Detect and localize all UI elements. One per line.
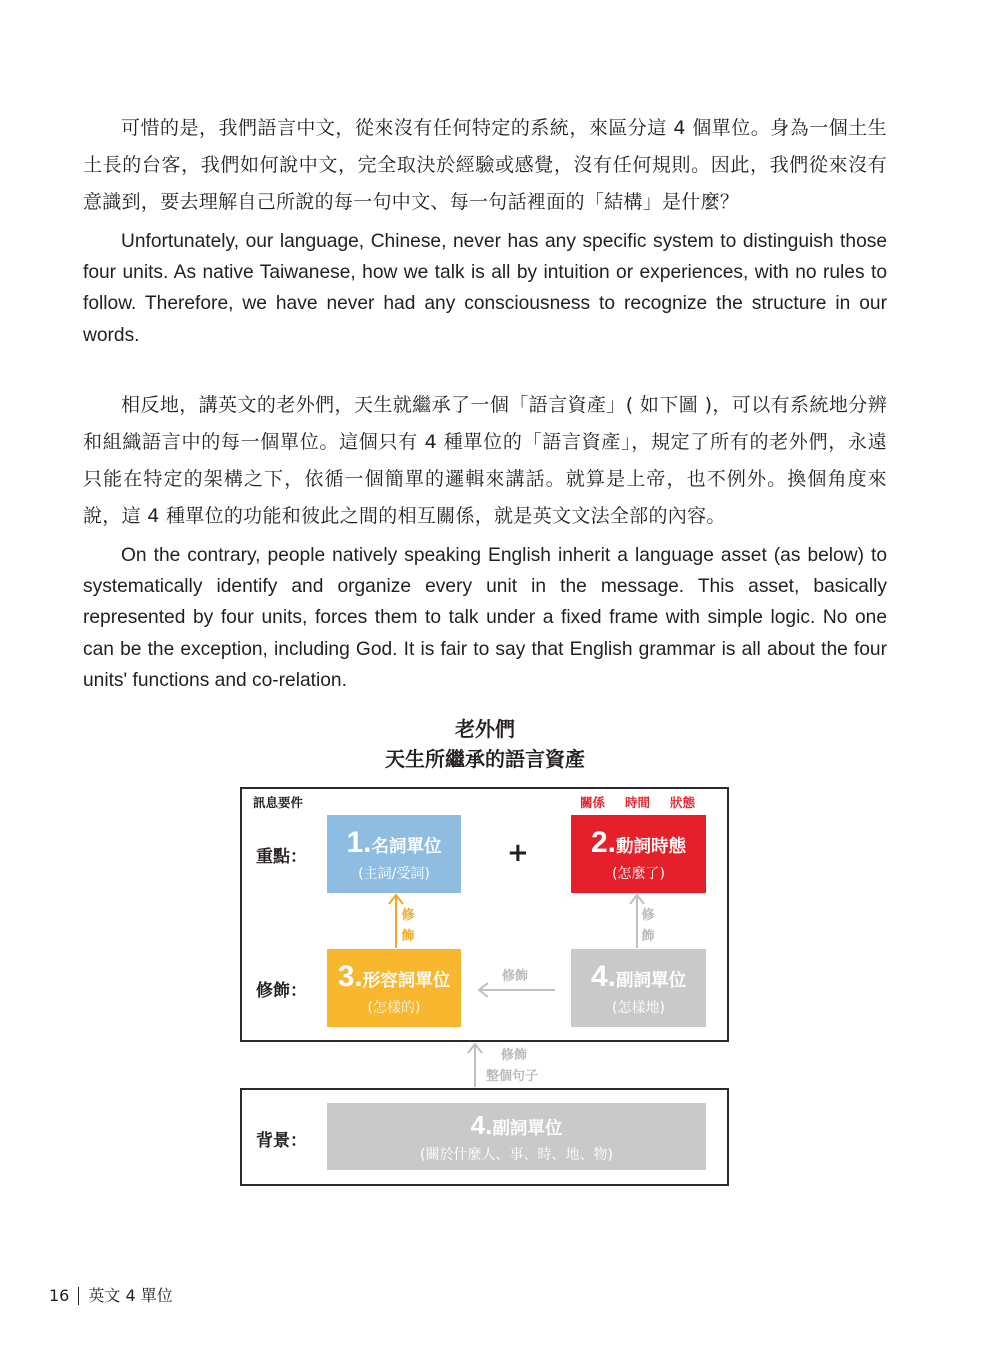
adverb-unit-name: 副詞單位 [616,970,687,991]
diagram-title-line1: 老外們 [455,717,515,741]
modify-char-2: 飾 [401,929,415,944]
page-footer [49,1285,173,1307]
sentence-adverb-name: 副詞單位 [492,1118,563,1139]
verb-unit-name: 動詞時態 [616,836,687,857]
label-relation: 關係 [580,795,606,810]
adverb-unit-sub: (怎樣地) [612,999,665,1016]
adjective-unit-sub: (怎樣的) [367,999,421,1016]
plus-sign: + [507,838,529,868]
modify-label-adjective: 修飾 [502,969,529,984]
sentence-adverb-sub: (關於什麼人、事、時、地、物) [420,1146,613,1163]
modify-char-1: 修 [641,908,655,923]
sentence-adverb-unit-box [327,1103,706,1170]
sentence-adverb-number: 4. [470,1109,493,1140]
noun-unit-name: 名詞單位 [371,836,442,857]
verb-unit-number: 2. [590,825,617,859]
label-time: 時間 [625,795,651,810]
adverb-unit-number: 4. [590,959,617,993]
modify-sentence-label-2: 整個句子 [486,1069,539,1084]
modify-char-1: 修 [401,908,415,923]
paragraph-en-2: On the contrary, people natively speaking English inherit a language asset (as below) to systematically identify and organize every unit in the message. This asset, basically represented by four units, forces them to talk under a fixed frame with simple logic. No one can be the exception, including God. It is fair to say that English grammar is all about the four units' functions and co-relation. [83,545,887,691]
paragraph-en-1: Unfortunately, our language, Chinese, never has any specific system to distinguish those four units. As native Taiwanese, how we talk is all by intuition or experiences, with no rules to follow. Therefore, we have never had any consciousness to recognize the structure in our words. [83,231,887,346]
arrow-background-to-sentence [468,1044,482,1087]
row-label-background: 背景： [256,1131,307,1151]
adjective-unit-name: 形容詞單位 [362,970,451,991]
label-state: 狀態 [670,795,696,810]
row-label-focus: 重點： [256,847,307,867]
modify-sentence-label-1: 修飾 [501,1048,528,1063]
verb-unit-sub: (怎麼了) [612,865,665,882]
row-label-modify: 修飾： [256,981,307,1001]
footer-divider [78,1287,79,1305]
adjective-unit-number: 3. [337,959,363,993]
paragraph-zh-1: 可惜的是，我們語言中文，從來沒有任何特定的系統，來區分這 4 個單位。身為一個土生土長的台客，我們如何說中文，完全取決於經驗或感覺，沒有任何規則。因此，我們從來沒有意識到，要去理解自己所說的每一句中文、每一句話裡面的「結構」是什麼？ [83,117,887,213]
paragraph-zh-2: 相反地，講英文的老外們，天生就繼承了一個「語言資產」( 如下圖 )，可以有系統地分辨和組織語言中的每一個單位。這個只有 4 種單位的「語言資產」，規定了所有的老外們，永遠只能在特定的架構之下，依循一個簡單的邏輯來講話。就算是上帝，也不例外。換個角度來說，這 4 種單位的功能和彼此之間的相互關係，就是英文文法全部的內容。 [83,394,887,527]
page-number: 16 [49,1286,70,1305]
message-elements-label: 訊息要件 [253,795,304,810]
modify-label-verb [640,905,656,947]
noun-unit-number: 1. [346,825,372,859]
noun-unit-sub: (主詞/受詞) [358,865,430,882]
modify-char-2: 飾 [641,929,655,944]
section-title: 英文 4 單位 [88,1286,173,1305]
diagram-title-line2: 天生所繼承的語言資產 [385,747,585,771]
modify-label-noun [400,905,416,947]
